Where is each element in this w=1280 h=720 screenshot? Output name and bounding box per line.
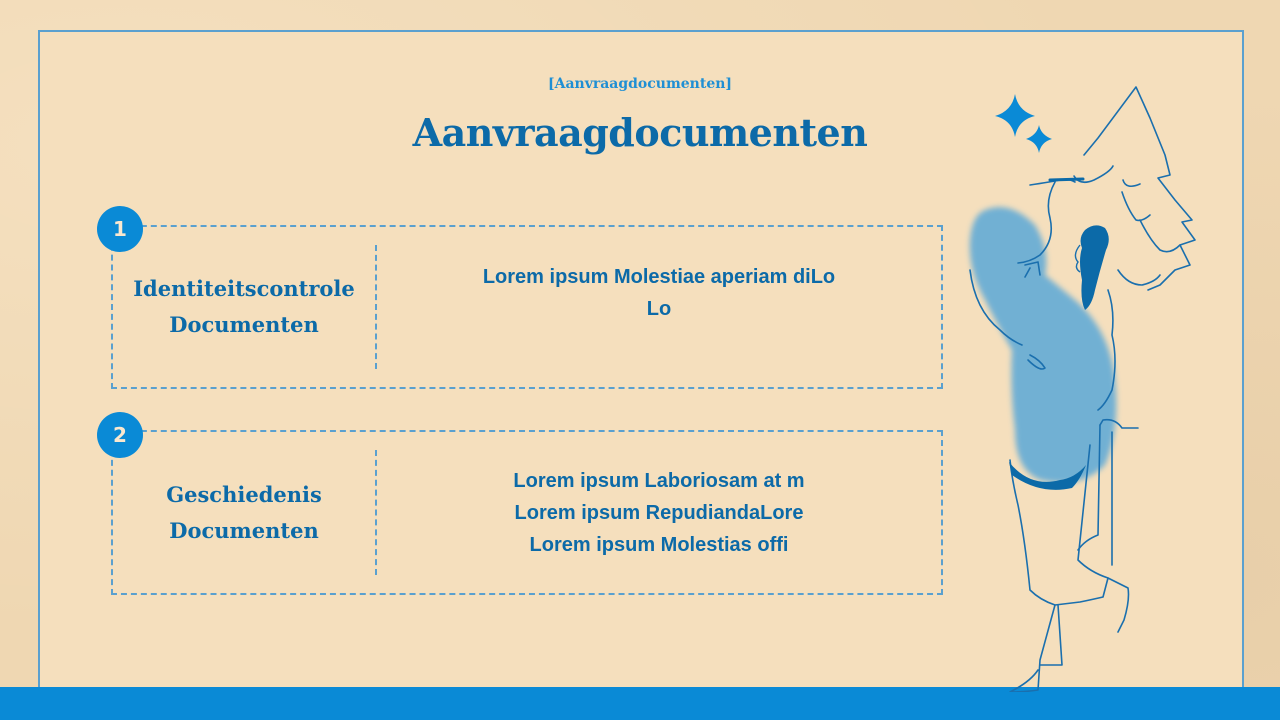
slide-title: Aanvraagdocumenten xyxy=(412,110,868,155)
card-heading xyxy=(113,227,375,387)
document-card-identity xyxy=(111,225,943,389)
step-number-badge: 1 xyxy=(97,206,143,252)
card-body-line: Lorem ipsum Laboriosam at m xyxy=(513,469,805,492)
card-body-line: Lorem ipsum RepudiandaLore xyxy=(514,501,804,524)
card-heading xyxy=(113,432,375,593)
card-heading-line: Identiteitscontrole xyxy=(133,276,355,301)
step-number-badge: 2 xyxy=(97,412,143,458)
document-card-history xyxy=(111,430,943,595)
card-body-line: Lorem ipsum Molestiae aperiam diLo xyxy=(482,266,836,288)
card-body-line: Lorem ipsum Molestias offi xyxy=(529,533,789,556)
card-body xyxy=(377,432,941,593)
card-body-line: Lo xyxy=(646,298,672,320)
card-heading-line: Geschiedenis xyxy=(166,481,322,507)
card-heading-line: Documenten xyxy=(169,312,319,337)
card-body xyxy=(377,227,941,387)
sparkle-icon xyxy=(995,94,1052,153)
card-heading-line: Documenten xyxy=(169,517,319,543)
woman-decorating-tree-illustration xyxy=(950,80,1210,692)
slide-subtitle: [Aanvraagdocumenten] xyxy=(547,76,733,92)
